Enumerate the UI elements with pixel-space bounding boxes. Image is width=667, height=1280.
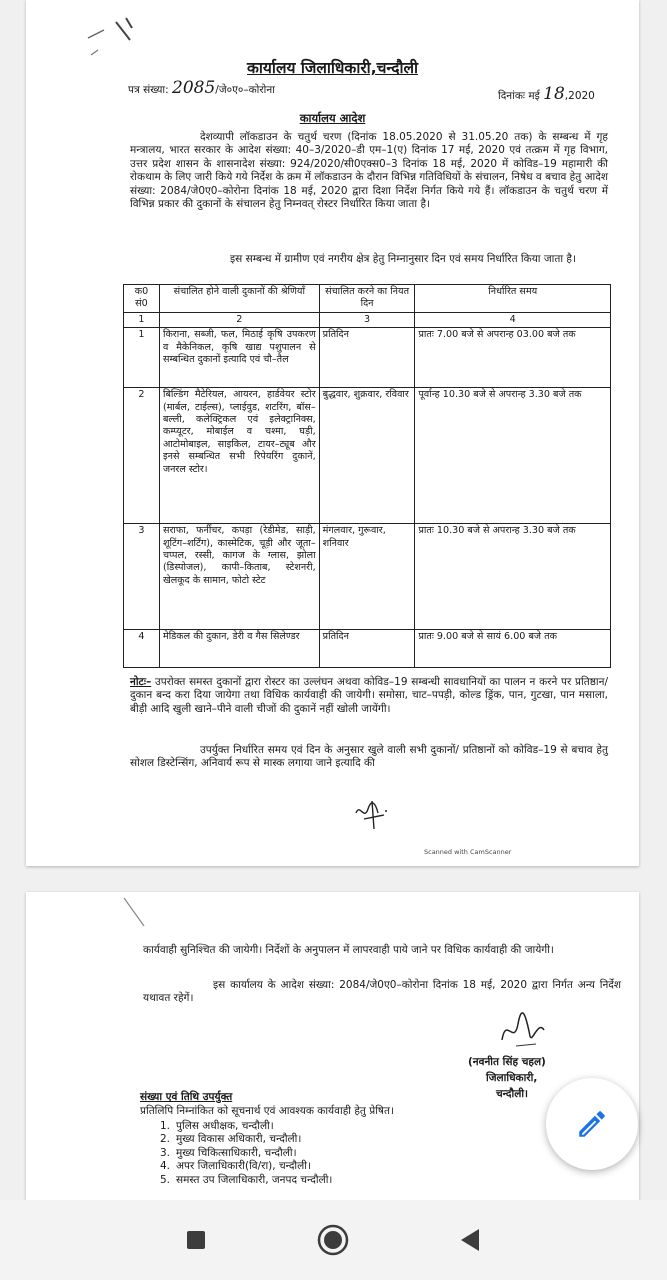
col-number: 4	[415, 312, 611, 327]
list-item	[160, 1147, 332, 1160]
edit-fab-button[interactable]	[546, 1078, 638, 1170]
recent-apps-button[interactable]	[178, 1222, 214, 1258]
scan-artifact-mark	[122, 892, 152, 932]
date-year: ,2020	[564, 90, 595, 102]
row-days: बुद्धवार, शुक्रवार, रविवार	[319, 388, 415, 524]
copy-heading: संख्या एवं तिथि उपर्युक्त	[140, 1091, 233, 1103]
signature-initials-image	[352, 793, 392, 833]
table-row	[124, 630, 611, 668]
header-serial: क0 सं0	[124, 285, 160, 313]
list-item	[160, 1133, 332, 1146]
row-serial: 3	[124, 524, 160, 630]
document-page-1	[26, 0, 639, 866]
list-item	[160, 1160, 332, 1173]
row-serial: 1	[124, 328, 160, 388]
letter-no-label: पत्र संख्या:	[128, 84, 169, 96]
date-day-handwritten: 18	[543, 84, 565, 104]
row-time: प्रातः 10.30 बजे से अपरान्ह 3.30 बजे तक	[415, 524, 611, 630]
row-serial: 2	[124, 388, 160, 524]
row-time: प्रातः 9.00 बजे से सायं 6.00 बजे तक	[415, 630, 611, 668]
date-label: दिनांकः मई	[498, 90, 540, 102]
row-time: प्रातः 7.00 बजे से अपरान्ह 03.00 बजे तक	[415, 328, 611, 388]
office-title: कार्यालय जिलाधिकारी,चन्दौली	[247, 59, 418, 77]
list-item	[160, 1120, 332, 1133]
table-row	[124, 388, 611, 524]
list-item-text: मुख्य चिकित्साधिकारी, चन्दौली।	[176, 1146, 297, 1159]
letter-no-handwritten: 2085	[172, 78, 216, 98]
col-number: 1	[124, 312, 160, 327]
letter-number	[128, 78, 275, 98]
row-days: मंगलवार, गुरूवार, शनिवार	[319, 524, 415, 630]
table-header-row	[124, 285, 611, 313]
note-text: उपरोक्त समस्त दुकानों द्वारा रोस्टर का उल्लंघन अथवा कोविड–19 सम्बन्धी सावधानियों का पालन न करने पर प्रतिष्ठान/दुकान बन्द करा दिया जायेगा तथा विधिक कार्यवाही की जायेगी। समोसा, चाट–पपड़ी, कोल्ड ड्रिंक, पान, गुटखा, पान मसाला, बीड़ी आदि खुली खाने–पीने वाली चीजों की दुकानें नहीं खोली जायेंगी।	[130, 676, 608, 715]
system-navigation-bar	[0, 1200, 667, 1280]
col-number: 3	[319, 312, 415, 327]
row-category: बिल्डिंग मैटेरियल, आयरन, हार्डवेयर स्टोर (मार्बल, टाईल्स), प्लाईवुड, शटरिंग, बॉस–बल्ली, कलेक्ट्रिकल एवं इलेक्ट्रानिक्स, कम्प्यूटर, मोबाईल व चश्मा, घड़ी, आटोमोबाइल, साइकिल, टायर–ट्यूब और इनसे सम्बन्धित सभी रिपेयरिंग दुकानें, जनरल स्टोर।	[159, 388, 319, 524]
table-number-row	[124, 312, 611, 327]
letter-no-suffix: /जे०ए०–कोरोना	[215, 84, 275, 96]
row-category: सराफा, फर्नीचर, कपड़ा (रेडीमेड, साड़ी, शूटिंग–शर्टिंग), कास्मेटिक, चूड़ी और जूता–चप्पल, रस्सी, कागज के ग्लास, झोला (डिस्पोजल), कापी–किताब, स्टेशनरी, खेलकूद के सामान, फोटो स्टेट	[159, 524, 319, 630]
scanner-credit: Scanned with CamScanner	[424, 848, 512, 856]
row-serial: 4	[124, 630, 160, 668]
row-category: किराना, सब्जी, फल, मिठाई कृषि उपकरण व मैकेनिकल, कृषि खाद्य पशुपालन से सम्बन्धित दुकानों इत्यादि एवं चौ–तैल	[159, 328, 319, 388]
row-days: प्रतिदिन	[319, 328, 415, 388]
list-item-number: 4.	[160, 1160, 171, 1173]
order-paragraph-2: इस सम्बन्ध में ग्रामीण एवं नगरीय क्षेत्र हेतु निम्नानुसार दिन एवं समय निर्धारित किया जाता है।	[230, 253, 576, 265]
copy-recipient-list	[160, 1120, 332, 1187]
back-button[interactable]	[452, 1222, 488, 1258]
home-button[interactable]	[315, 1222, 351, 1258]
list-item-number: 2.	[160, 1133, 171, 1146]
col-number: 2	[159, 312, 319, 327]
shop-roster-table	[123, 284, 611, 668]
note-label: नोटः–	[130, 676, 152, 688]
list-item-text: पुलिस अधीक्षक, चन्दौली।	[176, 1120, 274, 1132]
recent-apps-icon	[186, 1230, 206, 1250]
list-item-number: 3.	[160, 1146, 171, 1159]
note-paragraph	[130, 676, 608, 716]
list-item-number: 1.	[160, 1120, 171, 1132]
row-days: प्रतिदिन	[319, 630, 415, 668]
signatory-title: जिलाधिकारी,	[486, 1072, 538, 1084]
header-days: संचालित करने का नियत दिन	[319, 285, 415, 313]
order-paragraph-1: देशव्यापी लॉकडाउन के चतुर्थ चरण (दिनांक 18.05.2020 से 31.05.20 तक) के सम्बन्ध में गृह मन्त्रालय, भारत सरकार के आदेश संख्या: 40–3/2020–डी एम–1(ए) दिनांक 17 मई, 2020 एवं तत्क्रम में गृह विभाग, उत्तर प्रदेश शासन के शासनादेश संख्या: 924/2020/सी0एक्स0–3 दिनांक 18 मई, 2020 में कोविड–19 महामारी की रोकथाम के लिए जारी किये गये निर्देश के क्रम में लॉकडाउन के दौरान विभिन्न गतिविधियों के संचालन, निषेध व बचाव हेतु आदेश संख्या: 2084/जे0ए0–कोरोना दिनांक 18 मई, 2020 द्वारा दिशा निर्देश निर्गत किये गये हैं। लॉकडाउन के चतुर्थ चरण में विभिन्न प्रकार की दुकानों के संचालन हेतु निम्नवत् रोस्टर निर्धारित किया जाता है।	[130, 131, 608, 211]
order-paragraph-3: उपर्युक्त निर्धारित समय एवं दिन के अनुसार खुले वाली सभी दुकानों/ प्रतिष्ठानों को कोविड–19 से बचाव हेतु सोशल डिस्टेन्सिंग, अनिवार्य रूप से मास्क लगाया जाने इत्यादि की	[130, 744, 608, 770]
signature-image	[496, 1010, 552, 1054]
document-page-2	[26, 892, 639, 1200]
signatory-name: (नवनीत सिंह चहल)	[468, 1056, 546, 1068]
row-category: मेडिकल की दुकान, डेरी व गैस सिलेण्डर	[159, 630, 319, 668]
reference-paragraph: इस कार्यालय के आदेश संख्या: 2084/जे0ए0–कोरोना दिनांक 18 मई, 2020 द्वारा निर्गत अन्य निर्देश यथावत रहेगें।	[143, 979, 621, 1005]
list-item	[160, 1174, 332, 1187]
order-heading: कार्यालय आदेश	[299, 111, 366, 125]
header-time: निर्धारित समय	[415, 285, 611, 313]
signatory-place: चन्दौली।	[496, 1088, 529, 1100]
continuation-paragraph: कार्यवाही सुनिश्चित की जायेगी। निर्देशों के अनुपालन में लापरवाही पाये जाने पर विधिक कार्यवाही की जायेगी।	[143, 944, 554, 956]
list-item-text: समस्त उप जिलाधिकारी, जनपद चन्दौली।	[176, 1173, 333, 1186]
scan-artifact-mark	[86, 10, 146, 60]
letter-date	[498, 84, 595, 104]
back-icon	[459, 1228, 481, 1252]
copy-intro: प्रतिलिपि निम्नांकित को सूचनार्थ एवं आवश्यक कार्यवाही हेतु प्रेषित।	[140, 1105, 394, 1117]
list-item-number: 5.	[160, 1173, 171, 1186]
home-icon	[316, 1223, 350, 1257]
pencil-edit-icon	[575, 1107, 609, 1141]
table-row	[124, 524, 611, 630]
table-row	[124, 328, 611, 388]
list-item-text: अपर जिलाधिकारी(वि/रा), चन्दौली।	[176, 1160, 311, 1173]
row-time: पूर्वान्ह 10.30 बजे से अपरान्ह 3.30 बजे तक	[415, 388, 611, 524]
list-item-text: मुख्य विकास अधिकारी, चन्दौली।	[176, 1133, 302, 1146]
header-category: संचालित होने वाली दुकानों की श्रेणियाँ	[159, 285, 319, 313]
